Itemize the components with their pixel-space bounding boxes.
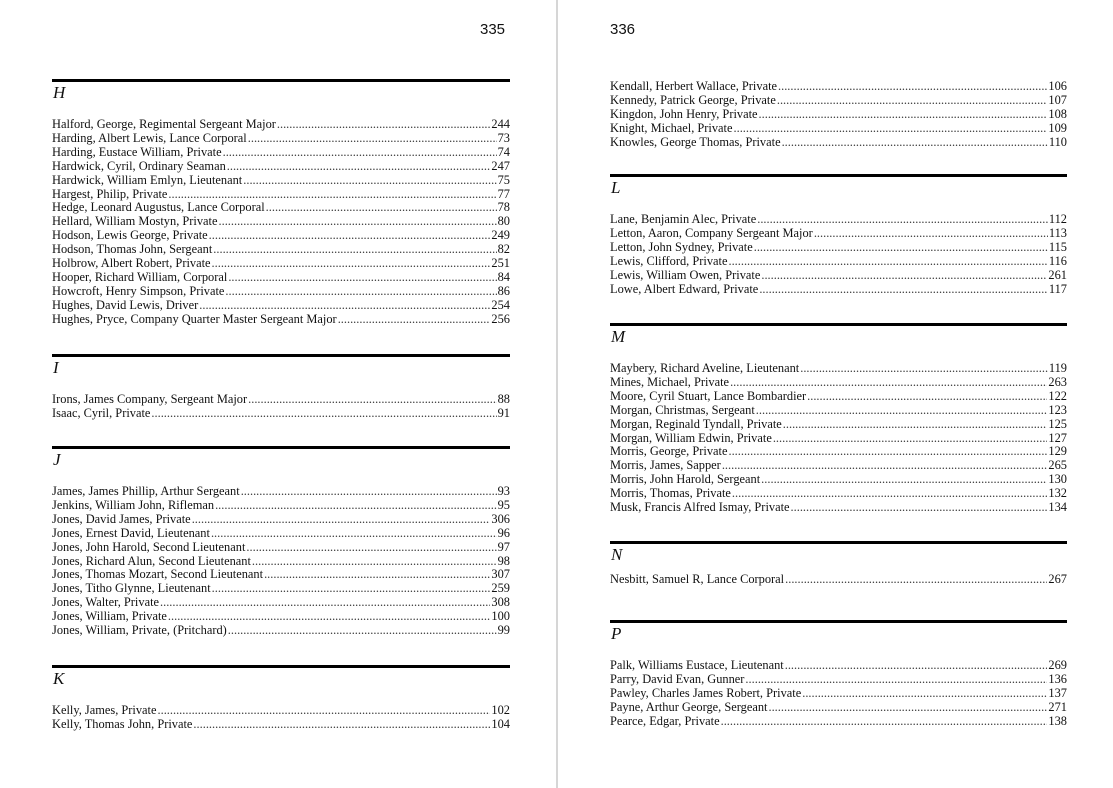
entry-name: Morgan, William Edwin, Private [610,430,772,445]
entry-name: Howcroft, Henry Simpson, Private [52,283,225,298]
entry-name: Jones, Walter, Private [52,595,160,610]
dot-leader [266,201,497,215]
entry-name: Hooper, Richard William, Corporal [52,269,228,284]
index-entry [610,573,1067,587]
entry-page-number: 134 [1048,500,1067,515]
index-entry [610,390,1067,404]
entry-name: Payne, Arthur George, Sergeant [610,699,768,714]
entry-name: Jones, Ernest David, Lieutenant [52,525,210,540]
entry-page-number: 125 [1048,416,1067,431]
dot-leader [791,501,1048,515]
index-entry [52,299,510,313]
entry-page-number: 116 [1048,253,1067,268]
index-entry [610,269,1067,283]
entry-page-number: 100 [491,609,510,624]
index-entry [610,432,1067,446]
index-section-j [52,446,510,638]
entry-name: Kendall, Herbert Wallace, Private [610,79,778,93]
entry-page-number: 102 [491,703,510,717]
section-divider [610,323,1067,326]
dot-leader [800,362,1048,376]
entry-page-number: 129 [1048,444,1067,459]
entry-page-number: 107 [1048,92,1067,107]
index-entry [52,132,510,146]
dot-leader [778,80,1047,94]
entry-page-number: 251 [491,256,510,271]
section-divider [52,665,510,668]
index-entry [610,687,1067,701]
entry-page-number: 259 [491,581,510,596]
entry-name: Holbrow, Albert Robert, Private [52,256,211,271]
entry-page-number: 82 [497,242,510,257]
entry-page-number: 132 [1048,486,1067,501]
index-entry [610,459,1067,473]
index-entry [610,715,1067,729]
section-divider [610,174,1067,177]
dot-leader [252,555,497,569]
dot-leader [277,118,491,132]
index-entry [52,160,510,174]
entry-page-number: 122 [1048,388,1067,403]
entry-page-number: 308 [491,595,510,610]
entry-name: Halford, George, Regimental Sergeant Major [52,117,276,131]
entry-page-number: 74 [497,144,510,159]
dot-leader [757,213,1048,227]
section-divider [52,446,510,449]
dot-leader [151,407,496,421]
entry-page-number: 307 [491,567,510,582]
index-entry [610,501,1067,515]
dot-leader [209,229,491,243]
dot-leader [759,283,1048,297]
dot-leader [785,573,1047,587]
dot-leader [248,132,497,146]
entry-page-number: 73 [497,130,510,145]
entry-name: Morris, John Harold, Sergeant [610,472,761,487]
entry-page-number: 86 [497,283,510,298]
entry-name: Kelly, Thomas John, Private [52,716,193,731]
dot-leader [734,122,1048,136]
dot-leader [212,582,491,596]
index-entry [52,174,510,188]
entry-name: Pawley, Charles James Robert, Private [610,685,802,700]
page-number: 335 [480,21,506,38]
dot-leader [228,624,497,638]
entry-page-number: 112 [1048,212,1067,226]
dot-leader [213,243,496,257]
entry-name: Hargest, Philip, Private [52,186,168,201]
index-entry [52,257,510,271]
section-divider [610,620,1067,623]
entry-name: Hodson, Thomas John, Sergeant [52,242,213,257]
index-section-h [52,79,510,327]
entry-list [52,393,510,421]
entry-page-number: 271 [1048,699,1067,714]
index-entry [52,215,510,229]
index-entry [52,499,510,513]
index-section-k-continued [610,80,1067,150]
entry-name: James, James Phillip, Arthur Sergeant [52,484,240,498]
dot-leader [212,257,491,271]
index-entry [52,596,510,610]
dot-leader [199,299,490,313]
entry-list [610,573,1067,587]
dot-leader [168,188,496,202]
left-page [0,0,556,788]
entry-page-number: 104 [491,716,510,731]
section-letter: J [53,450,61,469]
entry-page-number: 88 [497,392,510,406]
dot-leader [732,487,1047,501]
dot-leader [745,673,1047,687]
entry-name: Jones, Richard Alun, Second Lieutenant [52,553,251,568]
entry-page-number: 117 [1048,281,1067,296]
dot-leader [192,513,491,527]
section-letter: L [611,178,621,197]
entry-page-number: 97 [497,539,510,554]
entry-name: Morris, George, Private [610,444,728,459]
index-entry [52,541,510,555]
entry-name: Kelly, James, Private [52,703,157,717]
entry-name: Lewis, William Owen, Private [610,267,761,282]
dot-leader [158,704,491,718]
entry-page-number: 263 [1048,374,1067,389]
index-entry [52,271,510,285]
dot-leader [802,687,1047,701]
index-entry [610,283,1067,297]
entry-name: Kingdon, John Henry, Private [610,106,758,121]
entry-name: Morris, James, Sapper [610,458,721,473]
index-entry [52,188,510,202]
entry-page-number: 115 [1048,239,1067,254]
entry-page-number: 119 [1048,361,1067,375]
index-entry [52,407,510,421]
entry-name: Letton, John Sydney, Private [610,239,753,254]
entry-name: Nesbitt, Samuel R, Lance Corporal [610,572,785,586]
index-entry [52,229,510,243]
index-entry [52,610,510,624]
dot-leader [777,94,1048,108]
entry-name: Hellard, William Mostyn, Private [52,214,218,229]
entry-name: Morris, Thomas, Private [610,486,731,501]
section-letter: N [611,545,623,564]
entry-name: Hughes, David Lewis, Driver [52,297,199,312]
entry-name: Hughes, Pryce, Company Quarter Master Sergeant Major [52,311,337,326]
index-entry [610,362,1067,376]
entry-name: Harding, Albert Lewis, Lance Corporal [52,130,247,145]
entry-list [52,485,510,638]
index-entry [52,243,510,257]
index-entry [610,487,1067,501]
entry-name: Lowe, Albert Edward, Private [610,281,759,296]
index-entry [52,582,510,596]
entry-name: Jones, John Harold, Second Lieutenant [52,539,246,554]
entry-page-number: 267 [1048,572,1067,586]
index-entry [52,118,510,132]
dot-leader [338,313,491,327]
entry-page-number: 109 [1048,120,1067,135]
entry-page-number: 138 [1048,713,1067,728]
index-entry [610,136,1067,150]
entry-name: Hardwick, William Emlyn, Lieutenant [52,172,243,187]
entry-name: Isaac, Cyril, Private [52,405,151,420]
entry-name: Hardwick, Cyril, Ordinary Seaman [52,158,226,173]
dot-leader [211,527,497,541]
dot-leader [225,285,496,299]
entry-list [52,704,510,732]
dot-leader [219,215,497,229]
entry-page-number: 110 [1048,134,1067,149]
dot-leader [160,596,490,610]
index-section-m [610,323,1067,515]
entry-page-number: 106 [1048,79,1067,93]
dot-leader [243,174,496,188]
dot-leader [782,136,1048,150]
entry-name: Morgan, Christmas, Sergeant [610,402,755,417]
dot-leader [223,146,497,160]
entry-page-number: 136 [1048,671,1067,686]
index-section-p [610,620,1067,729]
entry-page-number: 123 [1048,402,1067,417]
entry-page-number: 84 [497,269,510,284]
index-entry [52,313,510,327]
index-entry [610,445,1067,459]
entry-name: Parry, David Evan, Gunner [610,671,745,686]
section-letter: H [53,83,66,102]
dot-leader [215,499,497,513]
entry-page-number: 265 [1048,458,1067,473]
entry-list [610,659,1067,729]
entry-page-number: 249 [491,228,510,243]
entry-name: Hodson, Lewis George, Private [52,228,208,243]
dot-leader [785,659,1048,673]
entry-page-number: 91 [497,405,510,420]
index-entry [610,255,1067,269]
section-letter: M [611,327,626,346]
entry-name: Jones, Thomas Mozart, Second Lieutenant [52,567,264,582]
dot-leader [807,390,1047,404]
entry-name: Kennedy, Patrick George, Private [610,92,776,107]
entry-name: Jenkins, William John, Rifleman [52,497,215,512]
index-entry [52,513,510,527]
index-entry [52,527,510,541]
index-entry [610,227,1067,241]
entry-name: Letton, Aaron, Company Sergeant Major [610,225,813,240]
index-entry [610,701,1067,715]
entry-name: Morgan, Reginald Tyndall, Private [610,416,782,431]
entry-page-number: 95 [497,497,510,512]
entry-name: Lane, Benjamin Alec, Private [610,212,757,226]
index-entry [610,404,1067,418]
dot-leader [168,610,491,624]
dot-leader [193,718,490,732]
entry-page-number: 261 [1048,267,1067,282]
dot-leader [761,473,1047,487]
section-divider [52,79,510,82]
index-entry [610,659,1067,673]
entry-list [610,80,1067,150]
entry-name: Jones, William, Private [52,609,167,624]
index-section-i [52,354,510,421]
page-number: 336 [610,21,636,38]
index-entry [610,473,1067,487]
entry-name: Pearce, Edgar, Private [610,713,720,728]
section-letter: K [53,669,65,688]
index-entry [52,146,510,160]
index-entry [610,122,1067,136]
entry-page-number: 244 [491,117,510,131]
dot-leader [227,160,491,174]
entry-name: Musk, Francis Alfred Ismay, Private [610,500,790,515]
entry-page-number: 306 [491,511,510,526]
index-entry [52,718,510,732]
dot-leader [754,241,1048,255]
dot-leader [761,269,1047,283]
index-entry [610,376,1067,390]
entry-page-number: 77 [497,186,510,201]
index-entry [52,568,510,582]
entry-page-number: 127 [1048,430,1067,445]
entry-list [610,362,1067,515]
index-entry [610,418,1067,432]
entry-page-number: 75 [497,172,510,187]
index-entry [52,285,510,299]
entry-page-number: 96 [497,525,510,540]
section-letter: P [611,624,622,643]
entry-list [52,118,510,327]
dot-leader [722,459,1048,473]
index-entry [610,108,1067,122]
dot-leader [768,701,1047,715]
entry-page-number: 254 [491,297,510,312]
dot-leader [728,445,1047,459]
entry-name: Palk, Williams Eustace, Lieutenant [610,658,784,672]
entry-page-number: 256 [491,311,510,326]
dot-leader [730,376,1047,390]
dot-leader [248,393,496,407]
index-entry [610,80,1067,94]
index-section-l [610,174,1067,296]
entry-name: Moore, Cyril Stuart, Lance Bombardier [610,388,807,403]
entry-name: Hedge, Leonard Augustus, Lance Corporal [52,200,265,215]
dot-leader [728,255,1047,269]
dot-leader [783,418,1048,432]
section-letter: I [53,358,59,377]
entry-page-number: 80 [497,214,510,229]
entry-list [610,213,1067,296]
index-entry [52,555,510,569]
dot-leader [756,404,1048,418]
entry-page-number: 137 [1048,685,1067,700]
index-entry [52,485,510,499]
index-entry [52,201,510,215]
dot-leader [773,432,1048,446]
entry-name: Knowles, George Thomas, Private [610,134,781,149]
dot-leader [246,541,496,555]
entry-page-number: 113 [1048,225,1067,240]
index-section-k [52,665,510,732]
entry-name: Harding, Eustace William, Private [52,144,222,159]
dot-leader [264,568,490,582]
entry-page-number: 98 [497,553,510,568]
dot-leader [228,271,496,285]
index-entry [610,213,1067,227]
entry-name: Maybery, Richard Aveline, Lieutenant [610,361,800,375]
index-section-n [610,541,1067,587]
entry-name: Jones, William, Private, (Pritchard) [52,623,227,638]
dot-leader [759,108,1048,122]
entry-page-number: 108 [1048,106,1067,121]
entry-page-number: 269 [1048,658,1067,672]
dot-leader [721,715,1048,729]
index-entry [610,673,1067,687]
entry-name: Mines, Michael, Private [610,374,730,389]
entry-name: Lewis, Clifford, Private [610,253,728,268]
section-divider [52,354,510,357]
index-entry [52,393,510,407]
section-divider [610,541,1067,544]
entry-name: Jones, David James, Private [52,511,191,526]
index-entry [610,241,1067,255]
entry-name: Irons, James Company, Sergeant Major [52,392,248,406]
entry-page-number: 99 [497,623,510,638]
index-entry [52,624,510,638]
entry-page-number: 130 [1048,472,1067,487]
dot-leader [814,227,1048,241]
index-entry [52,704,510,718]
entry-page-number: 93 [497,484,510,498]
entry-page-number: 247 [491,158,510,173]
entry-name: Jones, Titho Glynne, Lieutenant [52,581,211,596]
right-page [558,0,1113,788]
index-entry [610,94,1067,108]
entry-name: Knight, Michael, Private [610,120,733,135]
dot-leader [241,485,497,499]
entry-page-number: 78 [497,200,510,215]
